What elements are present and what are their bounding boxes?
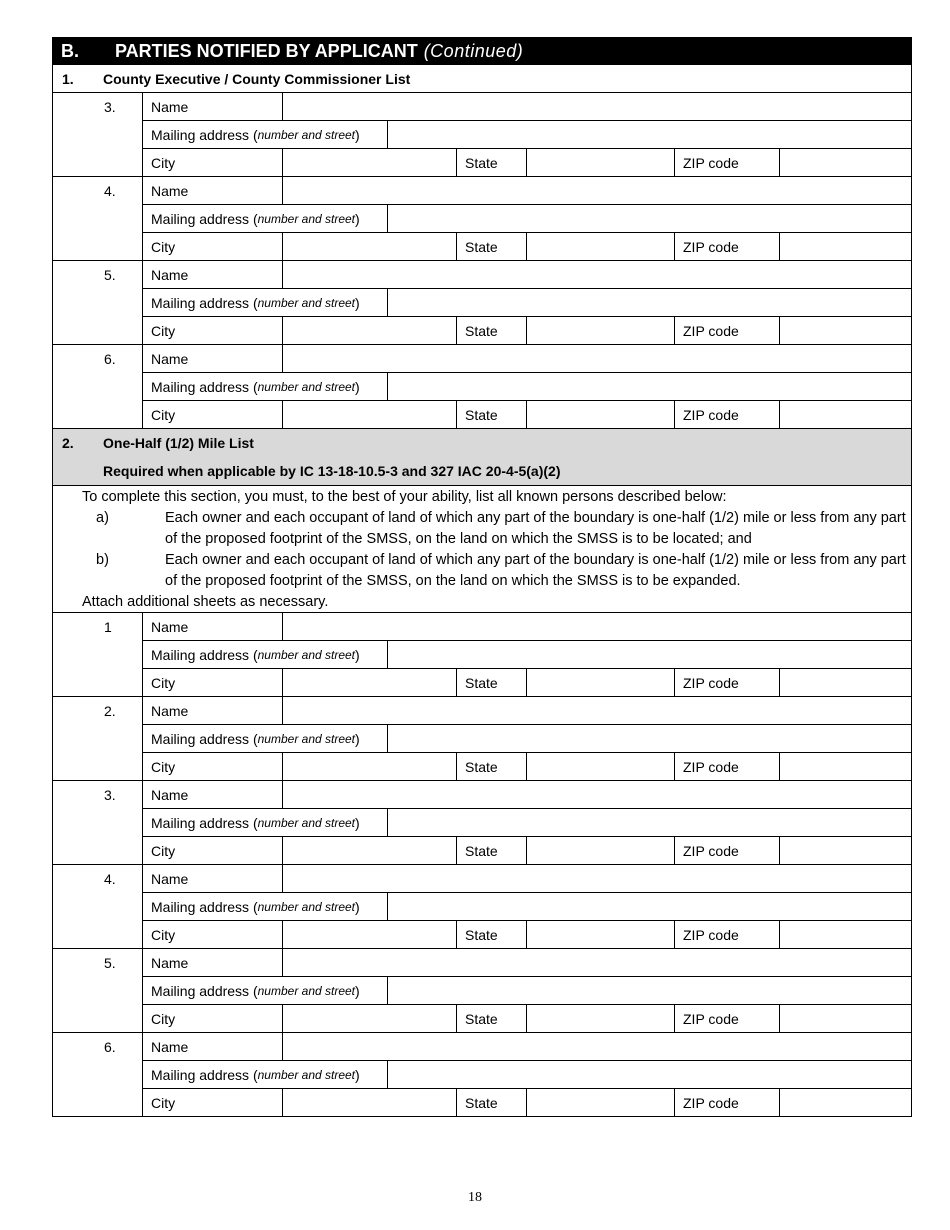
instructions-intro: To complete this section, you must, to the best of your ability, list all known persons described below: — [82, 489, 727, 505]
city-field[interactable] — [283, 837, 457, 864]
city-field[interactable] — [283, 317, 457, 344]
city-row — [143, 669, 912, 697]
city-label: City — [143, 753, 283, 780]
instruction-text: Each owner and each occupant of land of which any part of the boundary is one-half (1/2) mile or less from any part of the proposed footprint of the SMSS, on the land on which the SMSS is to be located; and — [165, 510, 906, 547]
state-label: State — [457, 317, 527, 344]
mailing-label: Mailing address ( number and street ) — [143, 641, 388, 668]
city-row — [143, 753, 912, 781]
entry-number: 5. — [52, 949, 143, 1033]
mailing-label-text: Mailing address — [151, 294, 250, 311]
party-entry — [52, 177, 912, 261]
zip-field[interactable] — [780, 669, 911, 696]
name-row — [143, 697, 912, 725]
mailing-note: number and street — [257, 127, 356, 142]
state-field[interactable] — [527, 921, 675, 948]
mailing-label-text: Mailing address — [151, 378, 250, 395]
list1-title: County Executive / County Commissioner List — [103, 70, 411, 87]
city-label: City — [143, 1089, 283, 1116]
zip-field[interactable] — [780, 921, 911, 948]
section-title: PARTIES NOTIFIED BY APPLICANT — [115, 40, 418, 61]
entry-number: 4. — [52, 865, 143, 949]
mailing-label-text: Mailing address — [151, 646, 250, 663]
mailing-label: Mailing address ( number and street ) — [143, 205, 388, 232]
state-label: State — [457, 837, 527, 864]
name-field[interactable] — [283, 949, 911, 976]
state-label: State — [457, 401, 527, 428]
state-field[interactable] — [527, 837, 675, 864]
zip-label: ZIP code — [675, 1005, 780, 1032]
mailing-address-field[interactable] — [388, 977, 911, 1004]
state-label: State — [457, 149, 527, 176]
name-label: Name — [143, 781, 283, 808]
zip-field[interactable] — [780, 837, 911, 864]
mailing-address-field[interactable] — [388, 205, 911, 232]
city-label: City — [143, 149, 283, 176]
state-label: State — [457, 1005, 527, 1032]
state-label: State — [457, 669, 527, 696]
city-field[interactable] — [283, 401, 457, 428]
list2-title: One-Half (1/2) Mile List — [103, 435, 254, 451]
name-label: Name — [143, 1033, 283, 1060]
name-label: Name — [143, 177, 283, 204]
mailing-label: Mailing address ( number and street ) — [143, 977, 388, 1004]
zip-label: ZIP code — [675, 753, 780, 780]
city-row — [143, 837, 912, 865]
city-field[interactable] — [283, 753, 457, 780]
name-row — [143, 781, 912, 809]
entry-number: 6. — [52, 345, 143, 429]
name-label: Name — [143, 613, 283, 640]
party-entry — [52, 345, 912, 429]
mailing-address-field[interactable] — [388, 1061, 911, 1088]
city-row — [143, 149, 912, 177]
mailing-note: number and street — [257, 731, 356, 746]
name-label: Name — [143, 865, 283, 892]
mailing-label: Mailing address ( number and street ) — [143, 893, 388, 920]
mailing-address-field[interactable] — [388, 289, 911, 316]
zip-field[interactable] — [780, 149, 911, 176]
zip-label: ZIP code — [675, 401, 780, 428]
state-label: State — [457, 921, 527, 948]
mailing-label: Mailing address ( number and street ) — [143, 373, 388, 400]
zip-label: ZIP code — [675, 317, 780, 344]
mailing-address-field[interactable] — [388, 641, 911, 668]
city-label: City — [143, 317, 283, 344]
mailing-note: number and street — [257, 899, 356, 914]
zip-label: ZIP code — [675, 669, 780, 696]
party-entry — [52, 93, 912, 177]
name-field[interactable] — [283, 697, 911, 724]
entry-number: 2. — [52, 697, 143, 781]
name-label: Name — [143, 697, 283, 724]
instruction-text: Each owner and each occupant of land of which any part of the boundary is one-half (1/2) mile or less from any part of the proposed footprint of the SMSS, on the land on which the SMSS is to be expanded. — [165, 552, 906, 589]
section-header — [52, 37, 912, 65]
list2-requirement: Required when applicable by IC 13-18-10.5-3 and 327 IAC 20-4-5(a)(2) — [103, 463, 561, 479]
mailing-row — [143, 809, 912, 837]
name-row — [143, 865, 912, 893]
zip-field[interactable] — [780, 233, 911, 260]
mailing-row — [143, 121, 912, 149]
state-field[interactable] — [527, 1089, 675, 1116]
mailing-address-field[interactable] — [388, 893, 911, 920]
state-field[interactable] — [527, 669, 675, 696]
mailing-row — [143, 205, 912, 233]
city-row — [143, 401, 912, 429]
name-row — [143, 345, 912, 373]
mailing-row — [143, 641, 912, 669]
name-field[interactable] — [283, 345, 911, 372]
mailing-address-field[interactable] — [388, 809, 911, 836]
party-entry — [52, 261, 912, 345]
mailing-row — [143, 977, 912, 1005]
city-label: City — [143, 921, 283, 948]
name-row — [143, 93, 912, 121]
city-field[interactable] — [283, 233, 457, 260]
list1-entries — [52, 93, 912, 429]
name-row — [143, 177, 912, 205]
city-field[interactable] — [283, 149, 457, 176]
city-field[interactable] — [283, 921, 457, 948]
list2-entries — [52, 613, 912, 1117]
mailing-note: number and street — [257, 983, 356, 998]
entry-number: 1 — [52, 613, 143, 697]
city-row — [143, 1005, 912, 1033]
name-field[interactable] — [283, 613, 911, 640]
party-entry — [52, 865, 912, 949]
state-label: State — [457, 233, 527, 260]
zip-field[interactable] — [780, 1089, 911, 1116]
mailing-row — [143, 725, 912, 753]
state-field[interactable] — [527, 1005, 675, 1032]
mailing-row — [143, 1061, 912, 1089]
city-row — [143, 1089, 912, 1117]
city-label: City — [143, 837, 283, 864]
mailing-label: Mailing address ( number and street ) — [143, 121, 388, 148]
zip-field[interactable] — [780, 401, 911, 428]
city-row — [143, 921, 912, 949]
mailing-note: number and street — [257, 379, 356, 394]
zip-field[interactable] — [780, 317, 911, 344]
zip-field[interactable] — [780, 753, 911, 780]
instruction-item-b — [82, 550, 907, 592]
name-label: Name — [143, 261, 283, 288]
section-continued: (Continued) — [423, 40, 524, 61]
city-label: City — [143, 233, 283, 260]
state-label: State — [457, 753, 527, 780]
mailing-label-text: Mailing address — [151, 814, 250, 831]
city-field[interactable] — [283, 1089, 457, 1116]
page-number: 18 — [468, 1190, 482, 1205]
entry-number: 4. — [52, 177, 143, 261]
party-entry — [52, 1033, 912, 1117]
city-label: City — [143, 1005, 283, 1032]
state-field[interactable] — [527, 317, 675, 344]
mailing-label: Mailing address ( number and street ) — [143, 1061, 388, 1088]
name-label: Name — [143, 949, 283, 976]
mailing-label-text: Mailing address — [151, 126, 250, 143]
entry-number: 5. — [52, 261, 143, 345]
state-field[interactable] — [527, 233, 675, 260]
zip-label: ZIP code — [675, 233, 780, 260]
mailing-address-field[interactable] — [388, 725, 911, 752]
name-field[interactable] — [283, 781, 911, 808]
mailing-row — [143, 893, 912, 921]
mailing-address-field[interactable] — [388, 373, 911, 400]
mailing-address-field[interactable] — [388, 121, 911, 148]
city-field[interactable] — [283, 1005, 457, 1032]
party-entry — [52, 697, 912, 781]
mailing-label-text: Mailing address — [151, 1066, 250, 1083]
name-field[interactable] — [283, 1033, 911, 1060]
list2-header — [52, 429, 912, 486]
entry-number: 6. — [52, 1033, 143, 1117]
state-field[interactable] — [527, 401, 675, 428]
state-label: State — [457, 1089, 527, 1116]
mailing-label: Mailing address ( number and street ) — [143, 289, 388, 316]
mailing-note: number and street — [257, 815, 356, 830]
notification-form — [52, 37, 912, 1117]
city-label: City — [143, 401, 283, 428]
mailing-label: Mailing address ( number and street ) — [143, 809, 388, 836]
mailing-row — [143, 373, 912, 401]
state-field[interactable] — [527, 149, 675, 176]
city-row — [143, 233, 912, 261]
zip-label: ZIP code — [675, 149, 780, 176]
zip-label: ZIP code — [675, 1089, 780, 1116]
name-field[interactable] — [283, 93, 911, 120]
entry-number: 3. — [52, 781, 143, 865]
city-field[interactable] — [283, 669, 457, 696]
mailing-row — [143, 289, 912, 317]
city-row — [143, 317, 912, 345]
name-field[interactable] — [283, 865, 911, 892]
mailing-label-text: Mailing address — [151, 210, 250, 227]
mailing-note: number and street — [257, 295, 356, 310]
mailing-label-text: Mailing address — [151, 898, 250, 915]
instruction-label: b) — [96, 552, 109, 568]
instruction-item-a — [82, 508, 907, 550]
name-row — [143, 613, 912, 641]
entry-number: 3. — [52, 93, 143, 177]
mailing-label-text: Mailing address — [151, 982, 250, 999]
zip-label: ZIP code — [675, 837, 780, 864]
party-entry — [52, 613, 912, 697]
name-label: Name — [143, 93, 283, 120]
list1-header — [52, 65, 912, 93]
city-label: City — [143, 669, 283, 696]
zip-label: ZIP code — [675, 921, 780, 948]
mailing-note: number and street — [257, 1067, 356, 1082]
name-field[interactable] — [283, 261, 911, 288]
mailing-note: number and street — [257, 211, 356, 226]
list2-instructions — [52, 486, 912, 613]
list2-number: 2. — [62, 435, 74, 451]
list1-number: 1. — [62, 70, 74, 87]
section-letter: B. — [61, 40, 79, 61]
instruction-label: a) — [96, 510, 109, 526]
state-field[interactable] — [527, 753, 675, 780]
mailing-label: Mailing address ( number and street ) — [143, 725, 388, 752]
party-entry — [52, 781, 912, 865]
zip-field[interactable] — [780, 1005, 911, 1032]
name-label: Name — [143, 345, 283, 372]
party-entry — [52, 949, 912, 1033]
name-row — [143, 261, 912, 289]
name-row — [143, 1033, 912, 1061]
attach-note: Attach additional sheets as necessary. — [82, 594, 329, 610]
mailing-label-text: Mailing address — [151, 730, 250, 747]
mailing-note: number and street — [257, 647, 356, 662]
name-row — [143, 949, 912, 977]
name-field[interactable] — [283, 177, 911, 204]
